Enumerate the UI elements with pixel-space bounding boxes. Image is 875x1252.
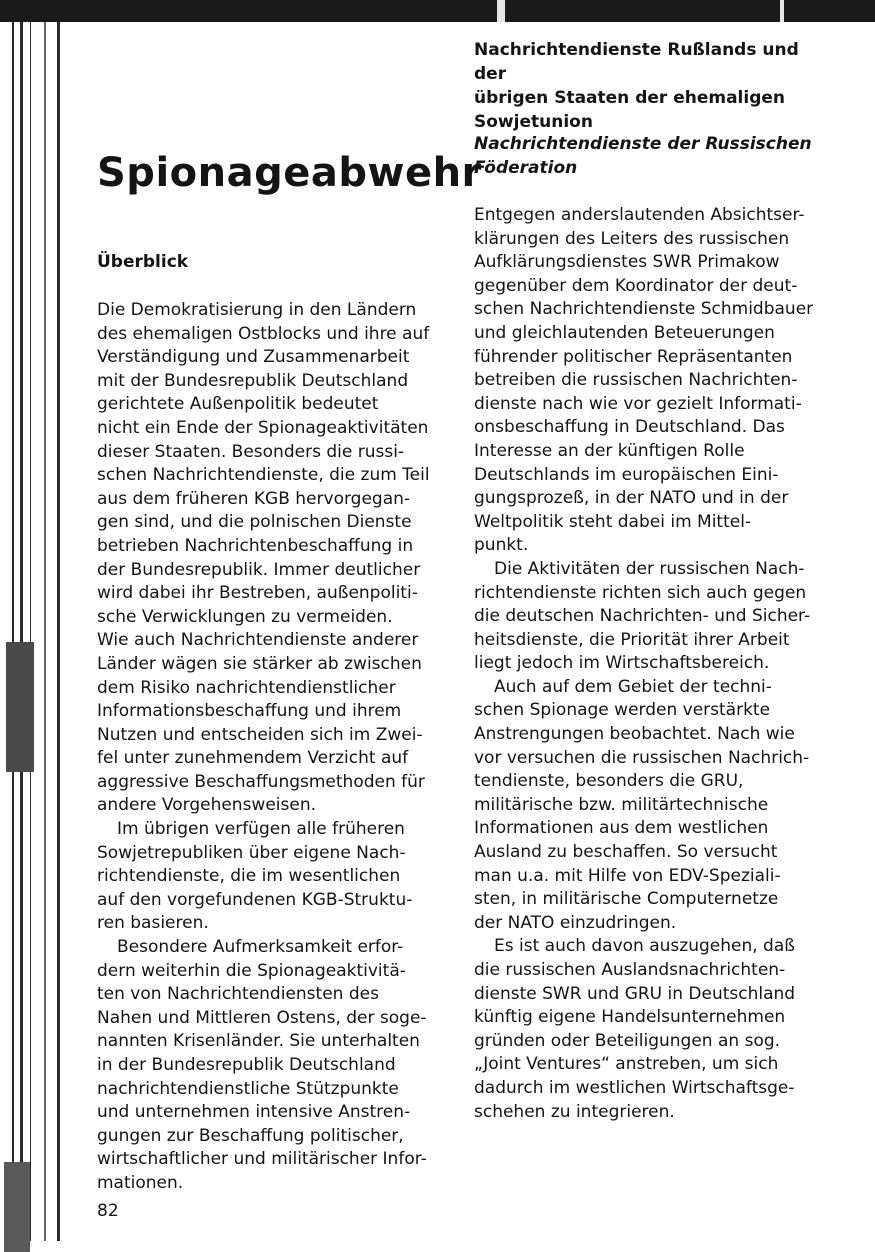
right-subheading: Nachrichtendienste der Russischen Föderation: [474, 134, 812, 178]
left-paragraph-1: Die Demokratisierung in den Ländern des ehemaligen Ostblocks und ihre auf Verständigung und Zusammenarbeit mit der Bundesrepublik Deutschland gerichtete Außenpolitik bedeutet nicht ein Ende der Spionageaktivitäten dieser Staaten. Besonders die russi- schen Nachrichtendienste, die zum Teil aus dem früheren KGB hervorgegan- gen sind, und die polnischen Dienste betrieben Nachrichtenbeschaffung in der Bundesrepublik. Immer deutlicher wird dabei ihr Bestreben, außenpoliti- sche Verwicklungen zu vermeiden. Wie auch Nachrichtendienste anderer Länder wägen sie stärker ab zwischen dem Risiko nachrichtendienstlicher Informationsbeschaffung und ihrem Nutzen und entscheiden sich im Zwei- fel unter zunehmendem Verzicht auf aggressive Beschaffungsmethoden für andere Vorgehensweisen.: [97, 300, 430, 816]
scan-top-edge: [0, 0, 875, 22]
left-column: [97, 299, 442, 1196]
right-paragraph-4: Es ist auch davon auszugehen, daß die russischen Auslandsnachrichten- dienste SWR und GRU in Deutschland künftig eigene Handelsunternehmen gründen oder Beteiligungen an sog. „Joint Ventures“ anstreben, um sich dadurch im westlichen Wirtschaftsge- schehen zu integrieren.: [474, 936, 796, 1122]
section-heading: Überblick: [97, 252, 189, 272]
right-paragraph-2: Die Aktivitäten der russischen Nach- richtendienste richten sich auch gegen die deutschen Nachrichten- und Sicher- heitsdienste, die Priorität ihrer Arbeit liegt jedoch im Wirtschaftsbereich.: [474, 558, 811, 674]
chapter-title: Spionageabwehr: [97, 150, 482, 196]
right-paragraph-3: Auch auf dem Gebiet der techni- schen Spionage werden verstärkte Anstrengungen beobachtet. Nach wie vor versuchen die russischen Nachrich- tendienste, besonders die GRU, militärische bzw. militärtechnische Informationen aus dem westlichen Ausland zu beschaffen. So versucht man u.a. mit Hilfe von EDV-Speziali- sten, in militärische Computernetze der NATO einzudringen.: [474, 676, 810, 933]
left-paragraph-3: Besondere Aufmerksamkeit erfor- dern weiterhin die Spionageaktivitä- ten von Nachrichtendiensten des Nahen und Mittleren Ostens, der soge- nannten Krisenländer. Sie unterhalten in der Bundesrepublik Deutschland nachrichtendienstliche Stützpunkte und unternehmen intensive Anstren- gungen zur Beschaffung politischer, wirtschaftlicher und militärischer Infor- mationen.: [97, 937, 427, 1193]
left-paragraph-2: Im übrigen verfügen alle früheren Sowjetrepubliken über eigene Nach- richtendienste, die im wesentlichen auf den vorgefundenen KGB-Struktu- ren basieren.: [97, 819, 413, 934]
right-paragraph-1: Entgegen anderslautenden Absichtser- klärungen des Leiters des russischen Aufklärungsdienstes SWR Primakow gegenüber dem Koordinator der deut- schen Nachrichtendienste Schmidbauer und gleichlautenden Beteuerungen führender politischer Repräsentanten betreiben die russischen Nachrichten- dienste nach wie vor gezielt Informati- onsbeschaffung in Deutschland. Das Interesse an der künftigen Rolle Deutschlands im europäischen Eini- gungsprozeß, in der NATO und in der Weltpolitik steht dabei im Mittel- punkt.: [474, 205, 814, 556]
right-column: [474, 204, 819, 1124]
page-number: 82: [97, 1201, 119, 1221]
right-heading: Nachrichtendienste Rußlands und der übrigen Staaten der ehemaligen Sowjetunion: [474, 40, 799, 132]
scan-left-edge: [0, 22, 60, 1241]
